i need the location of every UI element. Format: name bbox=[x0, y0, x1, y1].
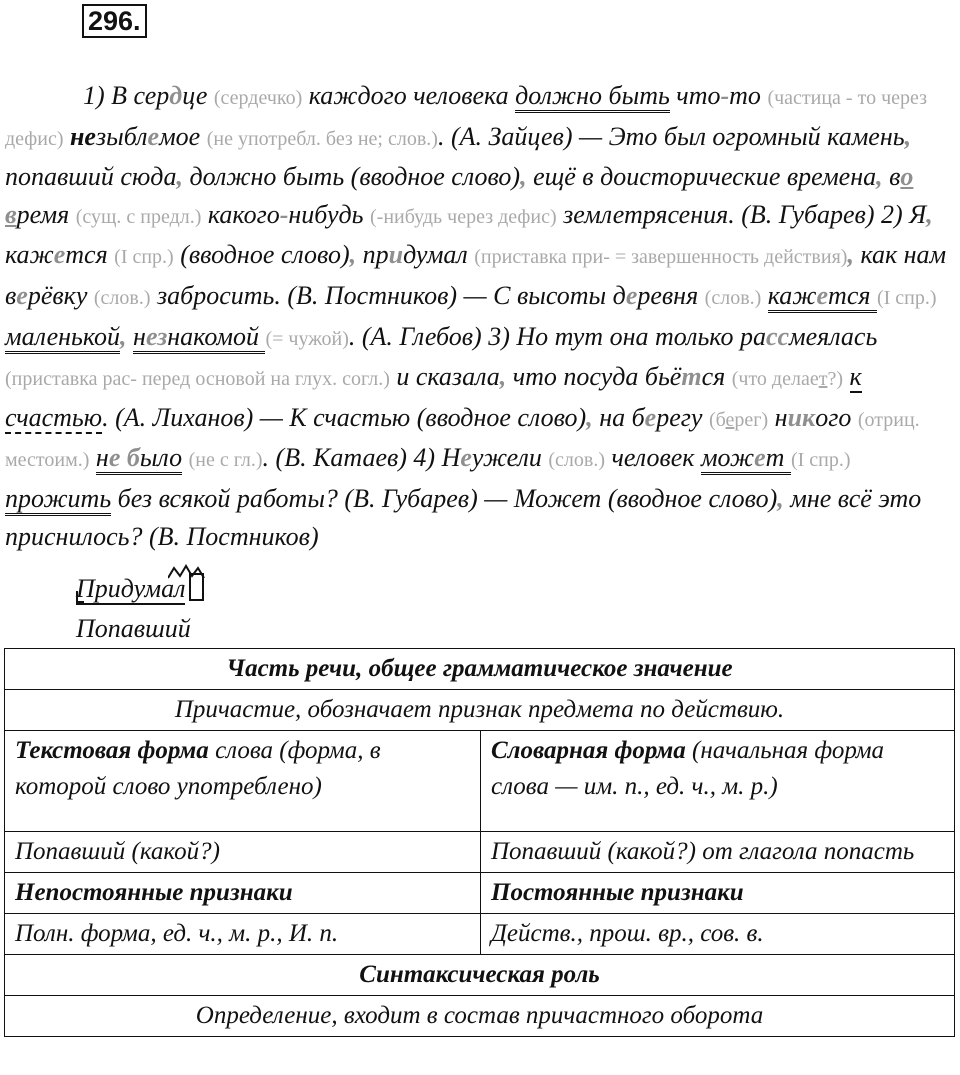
nonconst-title: Непостоянные признаки bbox=[5, 873, 481, 914]
const-title: Постоянные признаки bbox=[481, 873, 955, 914]
exercise-text: 1) В сердце (сердечко) каждого человека должно быть что-то (частица - то через дефис) незыблемое (не употребл. без не; слов.). (А. Зайцев) — Это был огромный камень, попавший сюда, должно быть (вводное слово), ещё в доисторические времена, во время (сущ. с предл.) какого-нибудь (-нибудь через дефис) землетрясения. (В. Губарев) 2) Я, кажется (I спр.) (вводное слово), придумал (приставка при- = завершенность действия), как нам верёвку (слов.) забросить. (В. Постников) — С высоты деревня (слов.) кажется (I спр.) маленькой, незнакомой (= чужой). (А. Глебов) 3) Но тут она только рассмеялась (приставка рас- перед основой на глух. согл.) и сказала, что посуда бьётся (что делает?) к счастью. (А. Лиханов) — К счастью (вводное слово), на берегу (берег) никого (отриц. местоим.) не было (не с гл.). (В. Катаев) 4) Неужели (слов.) человек может (I спр.) прожить без всякой работы? (В. Губарев) — Может (вводное слово), мне всё это приснилось? (В. Постников) bbox=[5, 81, 947, 551]
exercise-number: 296. bbox=[82, 4, 147, 38]
root-arc-mark bbox=[168, 564, 208, 580]
word-structure-scheme bbox=[76, 570, 204, 607]
morphological-analysis-table bbox=[4, 648, 955, 1037]
meaning-cell: Причастие, обозначает признак предмета по действию. bbox=[5, 690, 955, 731]
dict-form-header: Словарная форма (начальная форма слова — им. п., ед. ч., м. р.) bbox=[481, 731, 955, 832]
text-form-header: Текстовая форма слова (форма, в которой слово употреблено) bbox=[5, 731, 481, 832]
const-value: Действ., прош. вр., сов. в. bbox=[481, 914, 955, 955]
scheme-word: Придумал bbox=[76, 574, 186, 603]
table-header: Часть речи, общее грамматическое значение bbox=[5, 649, 955, 690]
syntax-value: Определение, входит в состав причастного оборота bbox=[5, 996, 955, 1037]
dict-form-value: Попавший (какой?) от глагола попасть bbox=[481, 832, 955, 873]
prefix-mark bbox=[76, 591, 84, 603]
text-form-value: Попавший (какой?) bbox=[5, 832, 481, 873]
nonconst-value: Полн. форма, ед. ч., м. р., И. п. bbox=[5, 914, 481, 955]
syntax-title: Синтаксическая роль bbox=[5, 955, 955, 996]
parsed-word: Попавший bbox=[76, 614, 191, 643]
